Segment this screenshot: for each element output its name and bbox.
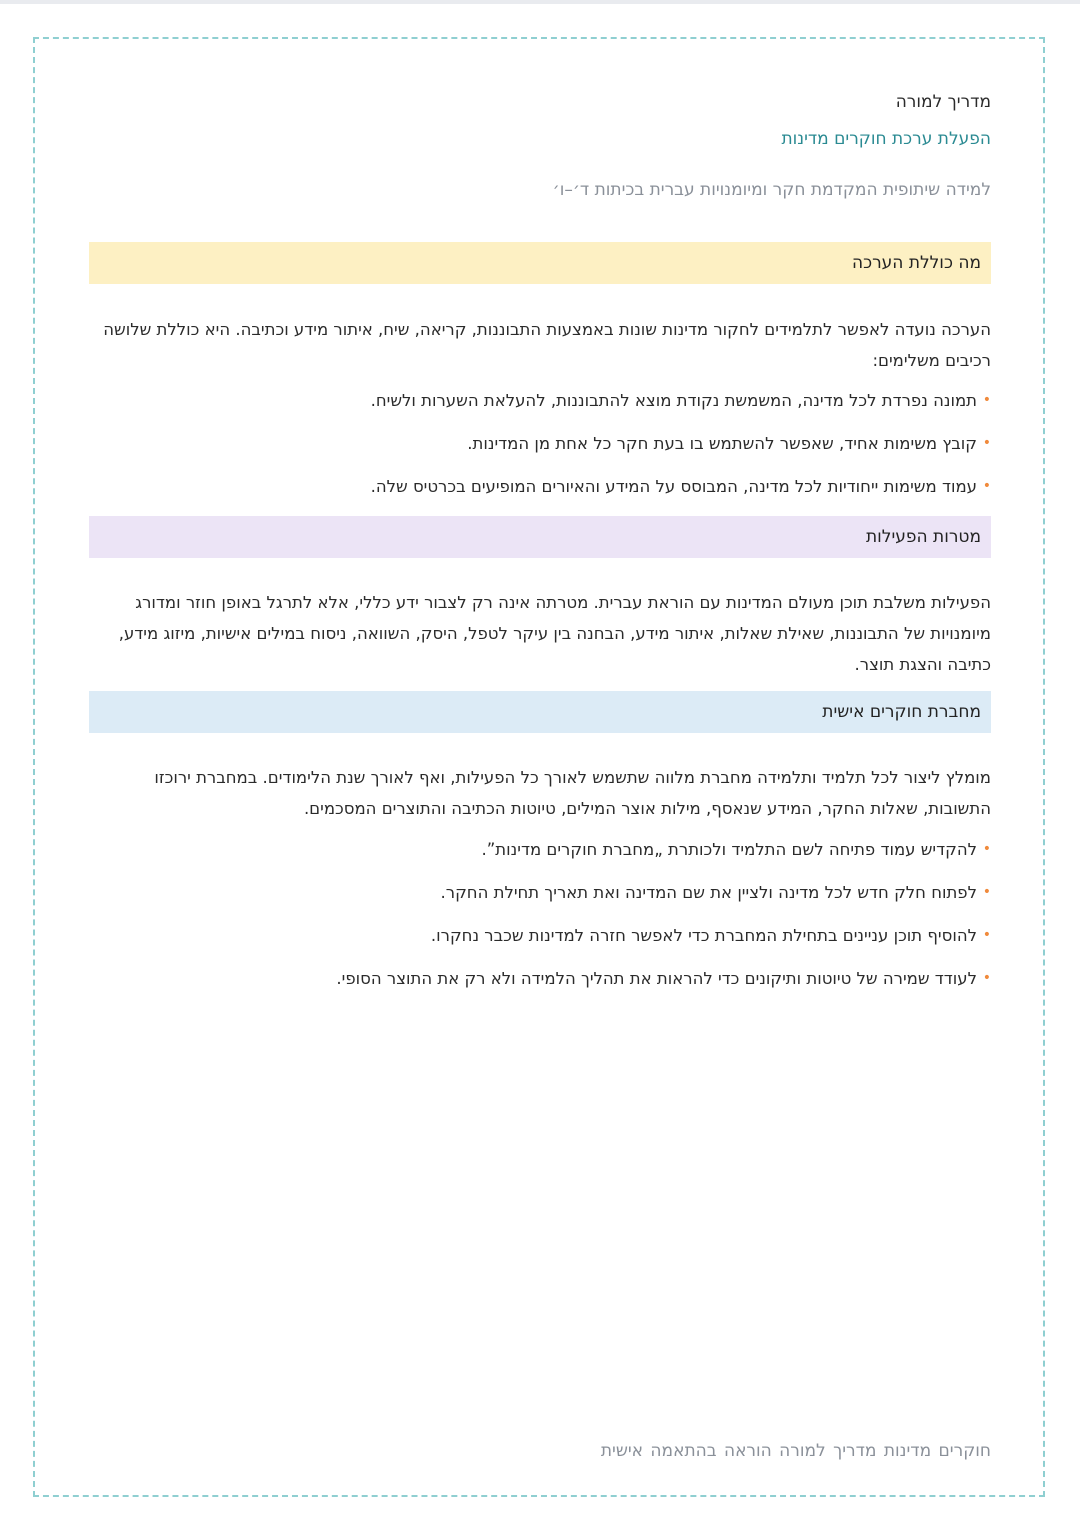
section-heading-label: מה כוללת הערכה [851, 253, 981, 273]
list-item-text: לעודד שמירה של טיוטות ותיקונים כדי להראות את תהליך הלמידה ולא רק את התוצר הסופי. [336, 969, 977, 988]
bullet-list [89, 834, 991, 1006]
list-item-text: קובץ משימות אחיד, שאפשר להשתמש בו בעת חקר כל אחת מן המדינות. [467, 434, 977, 453]
list-item-text: תמונה נפרדת לכל מדינה, המשמשת נקודת מוצא להתבוננות, להעלאת השערות ולשיח. [370, 391, 977, 410]
page-frame [33, 37, 1045, 1497]
bullet-icon: • [982, 927, 991, 943]
list-item [89, 877, 991, 920]
top-strip [0, 0, 1080, 4]
section-paragraph: הפעילות משלבת תוכן מעולם המדינות עם הוראת עברית. מטרתה אינה רק לצבור ידע כללי, אלא לתרגל באופן חוזר ומדורג מיומנויות של התבוננות, שאילת שאלות, איתור מידע, הבחנה בין עיקר לטפל, היסק, השוואה, ניסוח במילים אישיות, מיזוג מידע, כתיבה והצגת תוצר. [118, 593, 991, 674]
list-item [89, 428, 991, 471]
page-footer: חוקרים מדינות מדריך למורה הוראה בהתאמה אישית [600, 1441, 991, 1461]
section-paragraph: הערכה נועדה לאפשר לתלמידים לחקור מדינות שונות באמצעות התבוננות, קריאה, שיח, איתור מידע וכתיבה. היא כוללת שלושה רכיבים משלימים: [103, 320, 991, 370]
list-item [89, 385, 991, 428]
bullet-icon: • [982, 478, 991, 494]
section-paragraph: מומלץ ליצור לכל תלמיד ותלמידה מחברת מלווה שתשמש לאורך כל הפעילות, ואף לאורך שנת הלימודים. במחברת ירוכזו התשובות, שאלות החקר, המידע שנאסף, מילות אוצר המילים, טיוטות הכתיבה והתוצרים המסכמים. [154, 768, 991, 818]
list-item [89, 963, 991, 1006]
section-heading-kit-contents [89, 242, 991, 284]
list-item-text: עמוד משימות ייחודיות לכל מדינה, המבוסס על המידע והאיורים המופיעים בכרטיס שלה. [370, 477, 977, 496]
document-tagline: למידה שיתופית המקדמת חקר ומיומנויות עברית בכיתות ד׳–ו׳ [552, 180, 991, 200]
list-item-text: להקדיש עמוד פתיחה לשם התלמיד ולכותרת „מחברת חוקרים מדינות”. [481, 840, 977, 859]
bullet-list [89, 385, 991, 514]
section-heading-label: מחברת חוקרים אישית [822, 702, 981, 722]
document-subtitle: הפעלת ערכת חוקרים מדינות [781, 129, 991, 149]
section-heading-goals [89, 516, 991, 558]
bullet-icon: • [982, 841, 991, 857]
list-item-text: להוסיף תוכן עניינים בתחילת המחברת כדי לאפשר חזרה למדינות שכבר נחקרו. [430, 926, 977, 945]
list-item [89, 471, 991, 514]
bullet-icon: • [982, 435, 991, 451]
section-heading-notebook [89, 691, 991, 733]
section-heading-label: מטרות הפעילות [865, 527, 981, 547]
bullet-icon: • [982, 970, 991, 986]
list-item [89, 920, 991, 963]
document-title: מדריך למורה [895, 92, 991, 112]
bullet-icon: • [982, 884, 991, 900]
bullet-icon: • [982, 392, 991, 408]
list-item [89, 834, 991, 877]
list-item-text: לפתוח חלק חדש לכל מדינה ולציין את שם המדינה ואת תאריך תחילת החקר. [440, 883, 977, 902]
